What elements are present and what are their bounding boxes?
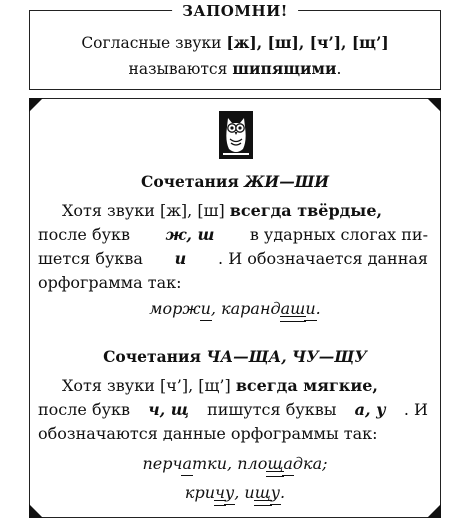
rule-paragraph-2	[38, 374, 428, 446]
vowel-underline: у	[270, 483, 281, 502]
corner-decoration	[427, 504, 441, 518]
text-line: после букв ж, ш в ударных слогах пи-	[38, 225, 428, 244]
text-line: шется буква и . И обозначается данная	[38, 249, 428, 268]
remember-line-1: Согласные звуки [ж], [ш], [ч’], [щ’]	[81, 33, 389, 52]
vowel-underline: у	[224, 483, 235, 502]
vowel-underline: и	[200, 299, 211, 318]
text-line: после букв ч, щ пишутся буквы а, у . И	[38, 400, 428, 419]
example-words-chu-shchu: кричу, ищу.	[184, 483, 286, 502]
text-line: обозначаются данные орфограммы так:	[38, 424, 378, 443]
remember-box	[29, 2, 441, 90]
vowel-underline: а	[182, 454, 192, 473]
consonant-double-underline: аш	[280, 299, 306, 318]
vowel-underline: а	[283, 454, 293, 473]
rule-box	[29, 98, 441, 518]
remember-title: ЗАПОМНИ!	[172, 2, 298, 20]
corner-decoration	[29, 98, 43, 112]
text-line: орфограмма так:	[38, 273, 182, 292]
corner-decoration	[427, 98, 441, 112]
example-words-cha-shcha: перчатки, площадка;	[142, 454, 328, 473]
remember-line-2: называются шипящими.	[128, 59, 342, 78]
rule-paragraph-1	[38, 199, 428, 295]
example-words-zhi-shi: моржи, карандаши.	[149, 299, 321, 318]
consonant-double-underline: щ	[254, 483, 271, 502]
consonant-double-underline: щ	[267, 454, 284, 473]
owl-icon	[219, 111, 253, 159]
text-line: Хотя звуки [ч’], [щ’] всегда мягкие,	[62, 376, 378, 395]
corner-decoration	[29, 504, 43, 518]
consonant-double-underline: ч	[215, 483, 225, 502]
section-heading-zhi-shi: Сочетания ЖИ—ШИ	[141, 172, 329, 191]
section-heading-cha-shcha: Сочетания ЧА—ЩА, ЧУ—ЩУ	[103, 347, 367, 366]
text-line: Хотя звуки [ж], [ш] всегда твёрдые,	[62, 201, 383, 220]
vowel-underline: и	[305, 299, 316, 318]
